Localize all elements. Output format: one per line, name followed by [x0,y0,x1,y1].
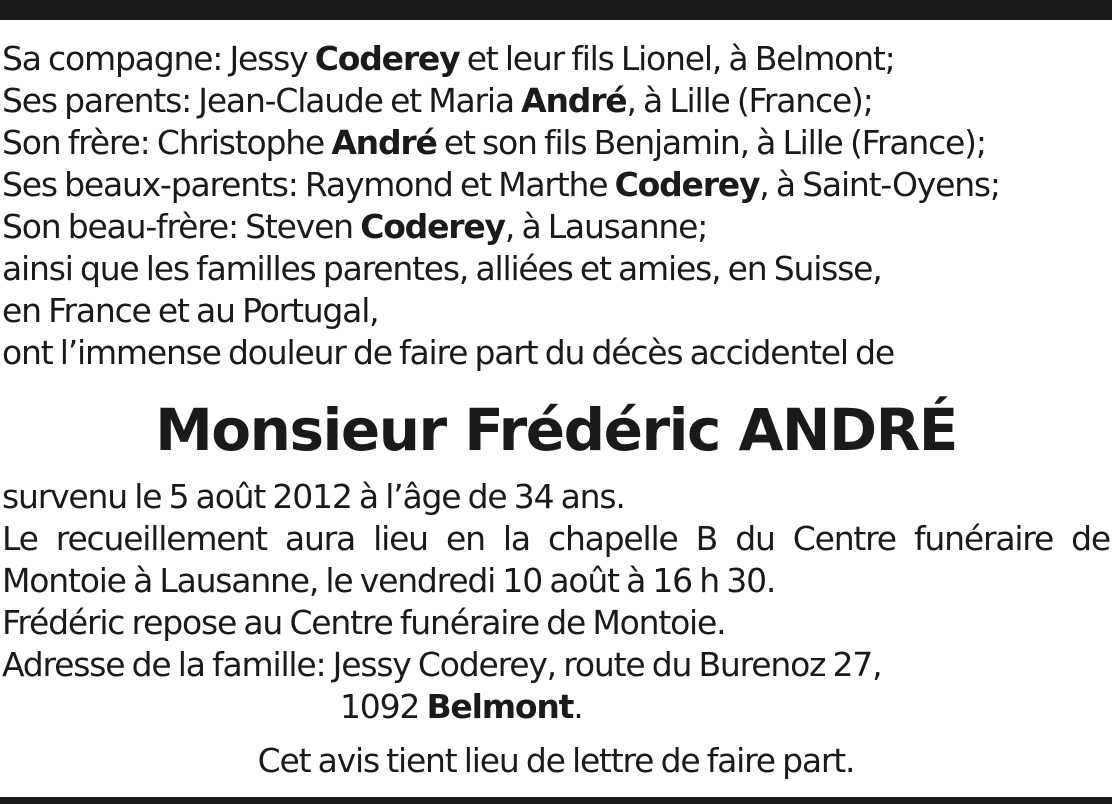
family-line-partner [2,38,1110,80]
family-line-brother-in-law [2,206,1110,248]
text-segment: et son fils Benjamin, à Lille (France); [436,123,986,162]
text-segment: Son beau-frère: Steven [2,207,361,246]
surname: André [331,123,437,162]
bottom-rule [0,797,1112,804]
address-city-line [2,686,1110,728]
rest-line: Frédéric repose au Centre funéraire de Montoie. [2,603,726,642]
intro-line: ont l’immense douleur de faire part du décès accidentel de [2,333,895,372]
ceremony-line-1: Le recueillement aura lieu en la chapelle B du Centre funéraire de [2,519,1110,558]
text-segment: Ses parents: Jean-Claude et Maria [2,81,522,120]
text-segment: , à Lille (France); [626,81,873,120]
text-segment: Son frère: Christophe [2,123,332,162]
postcode: 1092 [340,687,427,726]
address-line: Adresse de la famille: Jessy Coderey, route du Burenoz 27, [2,645,882,684]
text-segment: , à Saint-Oyens; [759,165,1000,204]
closing-line: Cet avis tient lieu de lettre de faire part. [257,741,855,780]
family-line-parents [2,80,1110,122]
death-line: survenu le 5 août 2012 à l’âge de 34 ans. [2,477,625,516]
family-line-brother [2,122,1110,164]
surname: Coderey [314,39,460,78]
families-line-2: en France et au Portugal, [2,291,379,330]
text-segment: Sa compagne: Jessy [2,39,315,78]
family-line-in-laws [2,164,1110,206]
surname: Coderey [360,207,505,246]
text-segment: . [573,687,583,726]
deceased-name: Monsieur Frédéric ANDRÉ [155,396,957,464]
family-block [2,38,1110,374]
top-rule [0,0,1112,20]
city: Belmont [426,687,574,726]
text-segment: Ses beaux-parents: Raymond et Marthe [2,165,615,204]
ceremony-line-2: Montoie à Lausanne, le vendredi 10 août à 16 h 30. [2,561,776,600]
surname: Coderey [614,165,760,204]
surname: André [521,81,627,120]
families-line-1: ainsi que les familles parentes, alliées et amies, en Suisse, [2,249,882,288]
details-block [2,476,1110,728]
text-segment: et leur fils Lionel, à Belmont; [459,39,895,78]
text-segment: , à Lausanne; [504,207,708,246]
